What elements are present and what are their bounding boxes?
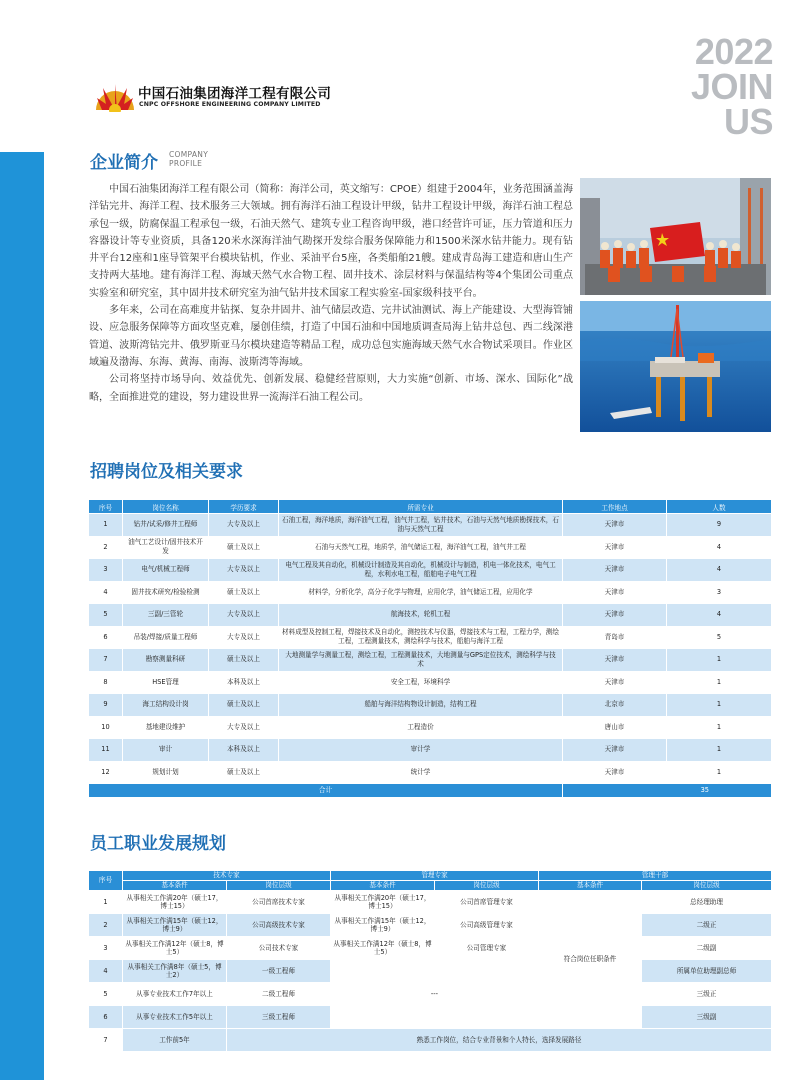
col-header: 岗位名称 — [123, 500, 209, 514]
recruit-title: 招聘岗位及相关要求 — [90, 462, 243, 482]
sub-header: 岗位层级 — [435, 881, 539, 891]
sub-header: 基本条件 — [331, 881, 435, 891]
mgmt-empty: --- — [331, 960, 539, 1029]
profile-subtitle: COMPANY PROFILE — [169, 150, 209, 168]
sub-header: 岗位层级 — [227, 881, 331, 891]
table-row: 6 吊装/焊接/质量工程师 大专及以上 材料成型及控制工程，焊接技术及自动化，测控技术与仪器，焊接技术与工程，工程力学，测绘工程，工程测量技术，测绘科学与技术，船舶与海洋工程 青岛市 5 — [89, 626, 772, 649]
career-title: 员工职业发展规划 — [90, 834, 226, 854]
row7-condition: 工作前5年 — [123, 1029, 227, 1052]
table-row: 1 从事相关工作满20年（硕士17，博士15） 公司首席技术专家 从事相关工作满20年（硕士17，博士15） 公司首席管理专家 符合岗位任职条件 总经理助理 — [89, 891, 772, 914]
side-accent-bar — [0, 152, 44, 1080]
table-row: 1 钻井/试采/修井工程师 大专及以上 石油工程，海洋地质，海洋油气工程，油气井工程，钻井技术，石油与天然气地质勘探技术，石油与天然气工程 天津市 9 — [89, 514, 772, 537]
sub-header: 基本条件 — [123, 881, 227, 891]
seq-header: 序号 — [89, 871, 123, 891]
row7-text: 熟悉工作岗位，结合专业背景和个人特长，选择发展路径 — [227, 1029, 772, 1052]
table-row: 2 油气工艺设计/固井技术开发 硕士及以上 石油与天然气工程，地质学，油气储运工程，海洋油气工程，油气井工程 天津市 4 — [89, 536, 772, 559]
join-us: US — [723, 101, 773, 142]
group-header-mgmt: 管理专家 — [331, 871, 539, 881]
table-row: 6 从事专业技术工作5年以上 三级工程师 三级副 — [89, 1006, 772, 1029]
profile-paragraph: 公司将坚持市场导向、效益优先、创新发展、稳健经营原则，大力实施“创新、市场、深水、国际化”战略，全面推进党的建设，努力建设世界一流海洋石油工程公司。 — [89, 374, 573, 403]
table-row: 8 HSE管理 本科及以上 安全工程，环境科学 天津市 1 — [89, 671, 772, 694]
table-row: 9 海工结构设计岗 硕士及以上 船舶与海洋结构物设计制造，结构工程 北京市 1 — [89, 694, 772, 717]
profile-title: 企业简介 — [90, 153, 158, 173]
offshore-platform-photo — [580, 301, 771, 432]
top-strip — [0, 0, 801, 6]
table-row: 3 电气/机械工程师 大专及以上 电气工程及其自动化，机械设计制造及其自动化，机械设计与制造，机电一体化技术，电气工程，水利水电工程，船舶电子电气工程 天津市 4 — [89, 559, 772, 582]
recruit-header-row — [89, 500, 772, 514]
profile-paragraph: 多年来，公司在高难度井钻探、复杂井固井、油气储层改造、完井试油测试、海上产能建设、大型海管铺设、应急服务保障等方面攻坚克难，屡创佳绩，打造了中国石油和中国地质调查局海上钻井总包、西二线深港管道、波斯湾钻完井、俄罗斯亚马尔模块建造等精品工程，成功总包实施海域天然气水合物试采项目。作业区域遍及渤海、东海、黄海、南海、波斯湾等海域。 — [89, 305, 573, 368]
crew-on-rig-photo — [580, 178, 771, 295]
table-row: 2 从事相关工作满15年（硕士12，博士9） 公司高级技术专家 从事相关工作满15年（硕士12，博士9） 公司高级管理专家 二级正 — [89, 914, 772, 937]
col-header: 所需专业 — [279, 500, 563, 514]
col-header: 学历要求 — [209, 500, 279, 514]
table-row: 7 勘察测量科研 硕士及以上 大地测量学与测量工程，测绘工程，工程测量技术，大地测量与GPS定位技术，测绘科学与技术 天津市 1 — [89, 649, 772, 672]
sub-header: 基本条件 — [539, 881, 642, 891]
table-row: 12 规划计划 硕士及以上 统计学 天津市 1 — [89, 761, 772, 784]
total-row — [89, 784, 772, 798]
company-name-en: CNPC OFFSHORE ENGINEERING COMPANY LIMITED — [139, 101, 321, 108]
profile-text — [89, 181, 573, 406]
join-word: JOIN — [690, 66, 773, 107]
table-row: 7 工作前5年 熟悉工作岗位，结合专业背景和个人特长，选择发展路径 — [89, 1029, 772, 1052]
cadre-condition: 符合岗位任职条件 — [539, 891, 642, 1029]
col-header: 序号 — [89, 500, 123, 514]
profile-paragraph: 中国石油集团海洋工程有限公司（简称：海洋公司，英文缩写：CPOE）组建于2004年，业务范围涵盖海洋钻完井、海洋工程、技术服务三大领域。拥有海洋石油工程设计甲级，钻井工程设计甲级，海洋石油工程总承包一级，防腐保温工程承包一级，石油天然气、建筑专业工程咨询甲级，港口经营许可证，压力管道和压力容器设计等专业资质，具备120米水深海洋油气勘探开发综合服务保障能力和1500米深水钻井能力。现有钻井平台12座和1座导管架平台模块钻机，作业、采油平台5座，各类船舶21艘。建成青岛海工建造和唐山生产支持两大基地。建有海洋工程、海域天然气水合物工程、固井技术、涂层材料与保温结构等4个集团公司重点实验室和研究室，其中固井技术研究室为油气钻井技术国家工程实验室-国家级科技平台。 — [89, 184, 573, 299]
career-group-header-row — [89, 871, 772, 881]
career-table — [88, 870, 772, 1052]
group-header-cadre: 管理干部 — [539, 871, 772, 881]
table-row: 11 审计 本科及以上 审计学 天津市 1 — [89, 739, 772, 762]
table-row: 4 从事相关工作满8年（硕士5，博士2） 一级工程师 --- 所属单位助理副总师 — [89, 960, 772, 983]
col-header: 人数 — [667, 500, 772, 514]
company-name-cn: 中国石油集团海洋工程有限公司 — [138, 86, 332, 102]
table-row: 5 从事专业技术工作7年以上 二级工程师 三级正 — [89, 983, 772, 1006]
table-row: 10 基地建设维护 大专及以上 工程造价 唐山市 1 — [89, 716, 772, 739]
table-row: 3 从事相关工作满12年（硕士8，博士5） 公司技术专家 从事相关工作满12年（硕士8，博士5） 公司管理专家 二级副 — [89, 937, 772, 960]
table-row: 5 三副/三管轮 大专及以上 航海技术，轮机工程 天津市 4 — [89, 604, 772, 627]
total-label: 合计 — [89, 784, 563, 798]
table-row: 4 固井技术研究/检验检测 硕士及以上 材料学，分析化学，高分子化学与物理，应用化学，油气储运工程，应用化学 天津市 3 — [89, 581, 772, 604]
sub-header: 岗位层级 — [642, 881, 772, 891]
join-us-mark — [653, 31, 773, 142]
group-header-tech: 技术专家 — [123, 871, 331, 881]
col-header: 工作地点 — [563, 500, 667, 514]
career-sub-header-row — [89, 881, 772, 891]
recruit-table — [88, 499, 772, 798]
total-value: 35 — [563, 784, 772, 798]
cnpc-logo-icon — [94, 80, 136, 112]
join-year: 2022 — [694, 31, 773, 72]
